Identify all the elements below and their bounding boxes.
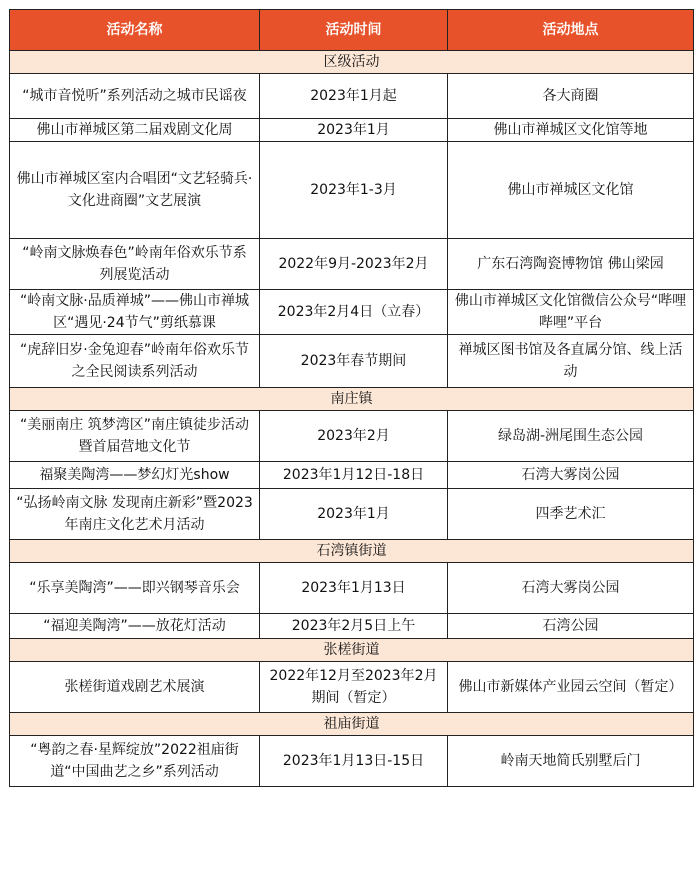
event-place: 石湾大雾岗公园: [448, 462, 694, 489]
table-row: [10, 74, 694, 119]
event-time: 2023年1月13日: [260, 563, 448, 614]
table-row: [10, 736, 694, 787]
header-time: 活动时间: [260, 10, 448, 51]
event-name: “城市音悦听”系列活动之城市民谣夜: [10, 74, 260, 119]
events-table: [9, 9, 694, 787]
table-row: [10, 662, 694, 713]
table-row: [10, 462, 694, 489]
section-title: 祖庙街道: [10, 713, 694, 736]
event-place: 佛山市新媒体产业园云空间（暂定）: [448, 662, 694, 713]
event-name: “乐享美陶湾”——即兴钢琴音乐会: [10, 563, 260, 614]
event-name: 张槎街道戏剧艺术展演: [10, 662, 260, 713]
table-row: [10, 119, 694, 142]
event-place: 禅城区图书馆及各直属分馆、线上活动: [448, 335, 694, 388]
event-place: 广东石湾陶瓷博物馆 佛山梁园: [448, 239, 694, 290]
event-time: 2023年春节期间: [260, 335, 448, 388]
event-time: 2023年1月: [260, 119, 448, 142]
event-place: 石湾公园: [448, 614, 694, 639]
event-time: 2023年1月: [260, 489, 448, 540]
table-row: [10, 290, 694, 335]
event-place: 各大商圈: [448, 74, 694, 119]
section-title: 南庄镇: [10, 388, 694, 411]
event-name: “虎辞旧岁·金兔迎春”岭南年俗欢乐节之全民阅读系列活动: [10, 335, 260, 388]
table-row: [10, 411, 694, 462]
section-title: 石湾镇街道: [10, 540, 694, 563]
table-row: [10, 239, 694, 290]
table-row: [10, 563, 694, 614]
section-row: [10, 713, 694, 736]
section-title: 区级活动: [10, 51, 694, 74]
section-row: [10, 540, 694, 563]
event-place: 佛山市禅城区文化馆: [448, 142, 694, 239]
header-row: [10, 10, 694, 51]
event-name: 佛山市禅城区第二届戏剧文化周: [10, 119, 260, 142]
event-time: 2023年2月: [260, 411, 448, 462]
event-place: 佛山市禅城区文化馆等地: [448, 119, 694, 142]
table-row: [10, 614, 694, 639]
event-name: 佛山市禅城区室内合唱团“文艺轻骑兵·文化进商圈”文艺展演: [10, 142, 260, 239]
event-name: “岭南文脉·品质禅城”——佛山市禅城区“遇见·24节气”剪纸慕课: [10, 290, 260, 335]
table-row: [10, 142, 694, 239]
event-time: 2023年1-3月: [260, 142, 448, 239]
header-place: 活动地点: [448, 10, 694, 51]
event-name: “粤韵之春·星辉绽放”2022祖庙街道“中国曲艺之乡”系列活动: [10, 736, 260, 787]
event-place: 绿岛湖-洲尾围生态公园: [448, 411, 694, 462]
event-place: 佛山市禅城区文化馆微信公众号“哔哩哔哩”平台: [448, 290, 694, 335]
header-name: 活动名称: [10, 10, 260, 51]
event-time: 2023年2月4日（立春）: [260, 290, 448, 335]
section-row: [10, 639, 694, 662]
event-time: 2023年1月12日-18日: [260, 462, 448, 489]
event-place: 四季艺术汇: [448, 489, 694, 540]
event-time: 2023年1月13日-15日: [260, 736, 448, 787]
event-name: “福迎美陶湾”——放花灯活动: [10, 614, 260, 639]
event-time: 2023年1月起: [260, 74, 448, 119]
table-row: [10, 489, 694, 540]
event-name: “弘扬岭南文脉 发现南庄新彩”暨2023年南庄文化艺术月活动: [10, 489, 260, 540]
event-name: “美丽南庄 筑梦湾区”南庄镇徒步活动暨首届营地文化节: [10, 411, 260, 462]
table-row: [10, 335, 694, 388]
section-row: [10, 388, 694, 411]
event-time: 2022年12月至2023年2月期间（暂定）: [260, 662, 448, 713]
section-title: 张槎街道: [10, 639, 694, 662]
event-name: “岭南文脉焕春色”岭南年俗欢乐节系列展览活动: [10, 239, 260, 290]
event-name: 福聚美陶湾——梦幻灯光show: [10, 462, 260, 489]
section-row: [10, 51, 694, 74]
event-place: 石湾大雾岗公园: [448, 563, 694, 614]
event-time: 2023年2月5日上午: [260, 614, 448, 639]
event-place: 岭南天地简氏别墅后门: [448, 736, 694, 787]
event-time: 2022年9月-2023年2月: [260, 239, 448, 290]
